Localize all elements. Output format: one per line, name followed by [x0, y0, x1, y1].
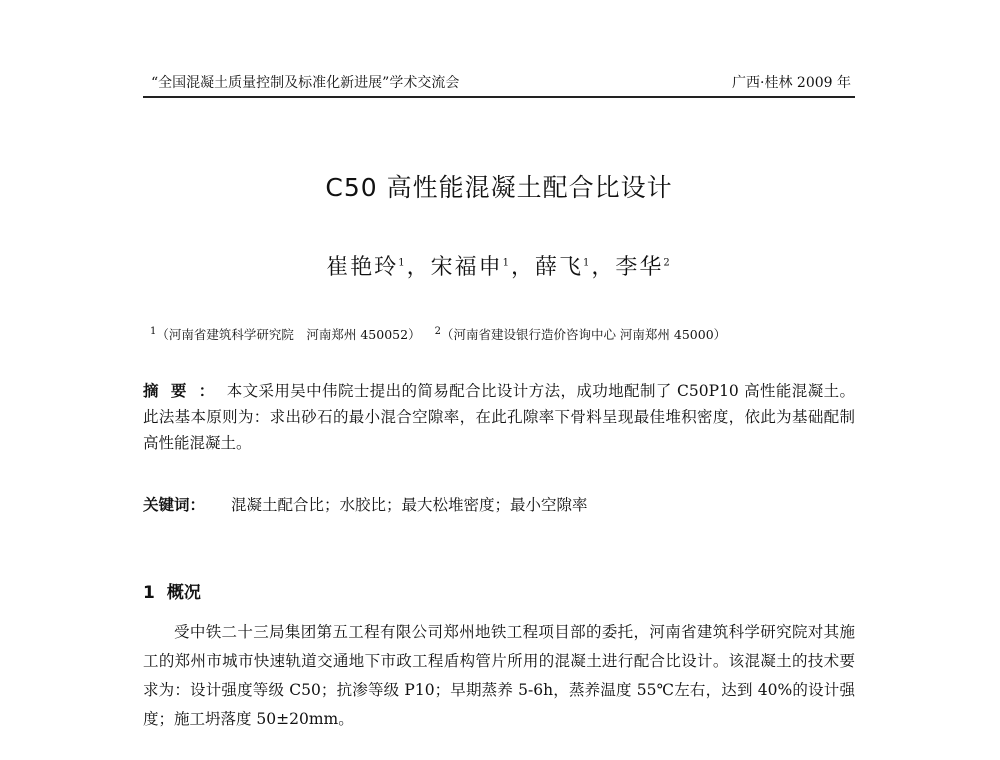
author-separator: ，	[406, 255, 431, 280]
section-heading	[143, 578, 201, 603]
author-name: 崔艳玲	[326, 255, 399, 280]
author-affil-mark: 2	[663, 257, 672, 269]
author-name: 李华	[615, 255, 664, 280]
abstract	[143, 378, 855, 456]
affiliations	[150, 325, 870, 343]
section-number: 1	[143, 583, 155, 603]
affiliation-text: （河南省建筑科学研究院 河南郑州 450052）	[156, 327, 421, 342]
abstract-text: 本文采用吴中伟院士提出的简易配合比设计方法，成功地配制了 C50P10 高性能混凝土。此法基本原则为：求出砂石的最小混合空隙率，在此孔隙率下骨料呈现最佳堆积密度，依此为基础配制高性能混凝土。	[143, 382, 855, 452]
author-name: 宋福申	[430, 255, 503, 280]
affiliation-1	[150, 327, 421, 342]
author-affil-mark: 1	[502, 257, 511, 269]
author-separator: ，	[510, 255, 535, 280]
author-affil-mark: 1	[398, 257, 407, 269]
section-title: 概况	[166, 583, 201, 603]
affiliation-text: （河南省建设银行造价咨询中心 河南郑州 45000）	[440, 327, 727, 342]
abstract-label: 摘要：	[143, 381, 227, 400]
running-header	[143, 70, 855, 98]
keywords-label: 关键词：	[143, 495, 206, 514]
author-list	[143, 250, 855, 281]
affiliation-mark: 2	[434, 325, 441, 337]
paper-title: C50 高性能混凝土配合比设计	[325, 173, 673, 202]
body-paragraph: 受中铁二十三局集团第五工程有限公司郑州地铁工程项目部的委托，河南省建筑科学研究院对其施工的郑州市城市快速轨道交通地下市政工程盾构管片所用的混凝土进行配合比设计。该混凝土的技术要求为：设计强度等级 C50；抗渗等级 P10；早期蒸养 5-6h，蒸养温度 55℃左右，达到 40%的设计强度；施工坍落度 50±20mm。	[143, 623, 855, 728]
keywords-text: 混凝土配合比；水胶比；最大松堆密度；最小空隙率	[231, 496, 588, 514]
author-name: 薛飞	[535, 255, 584, 280]
affiliation-2	[435, 327, 727, 342]
keywords	[143, 492, 855, 518]
author-affil-mark: 1	[583, 257, 592, 269]
place-year: 广西·桂林 2009 年	[732, 75, 851, 91]
affiliation-mark: 1	[150, 325, 157, 337]
author-separator: ，	[591, 255, 616, 280]
conference-name: “全国混凝土质量控制及标准化新进展”学术交流会	[151, 75, 460, 91]
